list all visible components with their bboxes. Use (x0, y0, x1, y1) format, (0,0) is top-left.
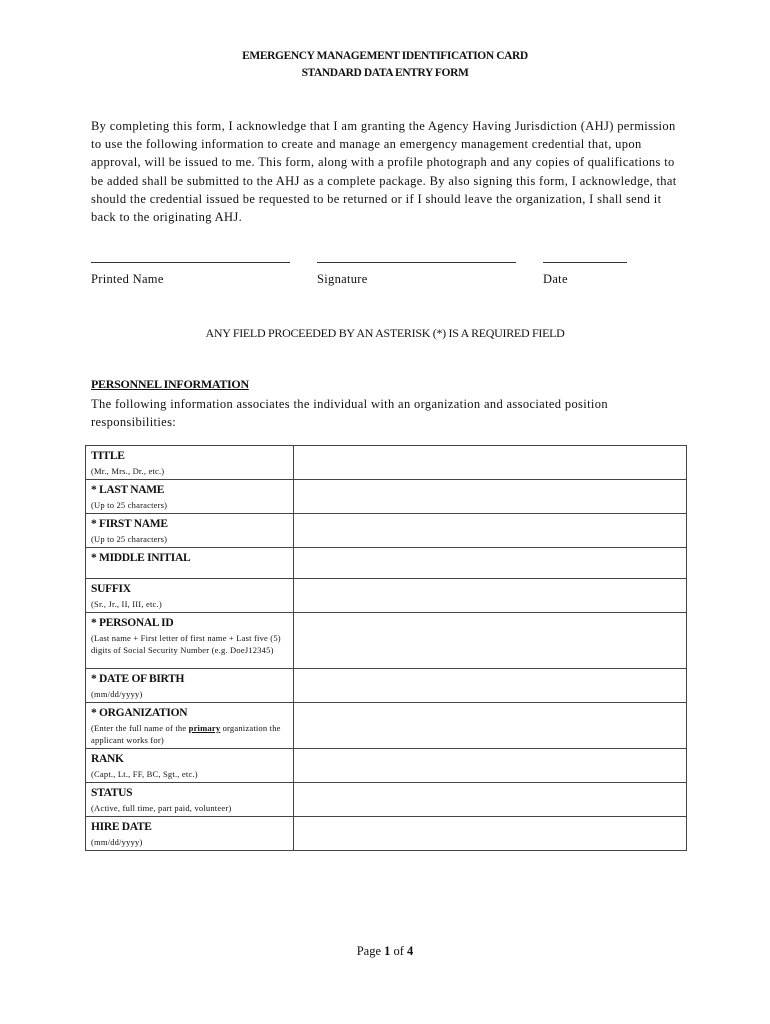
printed-name-line[interactable] (91, 261, 290, 263)
form-title: EMERGENCY MANAGEMENT IDENTIFICATION CARD (242, 50, 528, 62)
personnel-section-heading: PERSONNEL INFORMATION (91, 377, 249, 391)
field-label-first-name: * FIRST NAME (91, 518, 168, 530)
table-row (86, 514, 687, 548)
date-line[interactable] (543, 261, 627, 263)
last-name-input[interactable] (294, 480, 687, 514)
field-label-date-of-birth: * DATE OF BIRTH (91, 673, 185, 685)
organization-input[interactable] (294, 703, 687, 749)
field-label-organization: * ORGANIZATION (91, 707, 188, 719)
field-hint-rank: (Capt., Lt., FF, BC, Sgt., etc.) (91, 769, 198, 779)
table-row (86, 703, 687, 749)
page-number: Page 1 of 4 (356, 944, 414, 958)
field-hint-title: (Mr., Mrs., Dr., etc.) (91, 466, 165, 476)
personnel-section-description: The following information associates the individual with an organization and associated position responsibilities: (91, 397, 608, 430)
title-input[interactable] (294, 446, 687, 480)
acknowledgement-paragraph: By completing this form, I acknowledge that I am granting the Agency Having Jurisdiction (AHJ) permission to use the following information to create and manage an emergency management credential that, upon approval, will be issued to me. This form, along with a profile photograph and any copies of qualifications to be added shall be submitted to the AHJ as a complete package. By also signing this form, I acknowledge, that should the credential issued be requested to be returned or if I should leave the organization, I shall send it back to the originating AHJ. (91, 119, 677, 225)
middle-initial-input[interactable] (294, 548, 687, 579)
table-row (86, 548, 687, 579)
date-label: Date (543, 272, 568, 286)
field-label-status: STATUS (91, 787, 133, 799)
field-label-rank: RANK (91, 753, 124, 765)
field-label-hire-date: HIRE DATE (91, 821, 152, 833)
field-label-last-name: * LAST NAME (91, 484, 165, 496)
rank-input[interactable] (294, 749, 687, 783)
table-row (86, 749, 687, 783)
personnel-info-table (85, 445, 687, 851)
table-row (86, 783, 687, 817)
table-row (86, 579, 687, 613)
field-hint-first-name: (Up to 25 characters) (91, 534, 168, 544)
signature-line[interactable] (317, 261, 516, 263)
table-row (86, 817, 687, 851)
table-row (86, 669, 687, 703)
field-hint-organization: (Enter the full name of the primary organization the applicant works for) (91, 723, 281, 745)
printed-name-label: Printed Name (91, 272, 164, 286)
field-label-middle-initial: * MIDDLE INITIAL (91, 552, 191, 564)
table-row (86, 480, 687, 514)
field-label-suffix: SUFFIX (91, 583, 131, 595)
field-label-title: TITLE (91, 450, 125, 462)
hire-date-input[interactable] (294, 817, 687, 851)
field-label-personal-id: * PERSONAL ID (91, 617, 174, 629)
signature-label: Signature (317, 272, 368, 286)
field-hint-personal-id: (Last name + First letter of first name + Last five (5) digits of Social Security Number (e.g. DoeJ12345) (91, 633, 281, 655)
suffix-input[interactable] (294, 579, 687, 613)
table-row (86, 613, 687, 669)
status-input[interactable] (294, 783, 687, 817)
field-hint-last-name: (Up to 25 characters) (91, 500, 168, 510)
primary-emphasis: primary (188, 723, 221, 733)
field-hint-suffix: (Sr., Jr., II, III, etc.) (91, 599, 162, 609)
table-row (86, 446, 687, 480)
required-field-note: ANY FIELD PROCEEDED BY AN ASTERISK (*) IS A REQUIRED FIELD (205, 326, 565, 340)
form-subtitle: STANDARD DATA ENTRY FORM (301, 67, 469, 79)
personal-id-input[interactable] (294, 613, 687, 669)
first-name-input[interactable] (294, 514, 687, 548)
field-hint-hire-date: (mm/dd/yyyy) (91, 837, 143, 847)
date-of-birth-input[interactable] (294, 669, 687, 703)
field-hint-date-of-birth: (mm/dd/yyyy) (91, 689, 143, 699)
field-hint-status: (Active, full time, part paid, volunteer) (91, 803, 232, 813)
